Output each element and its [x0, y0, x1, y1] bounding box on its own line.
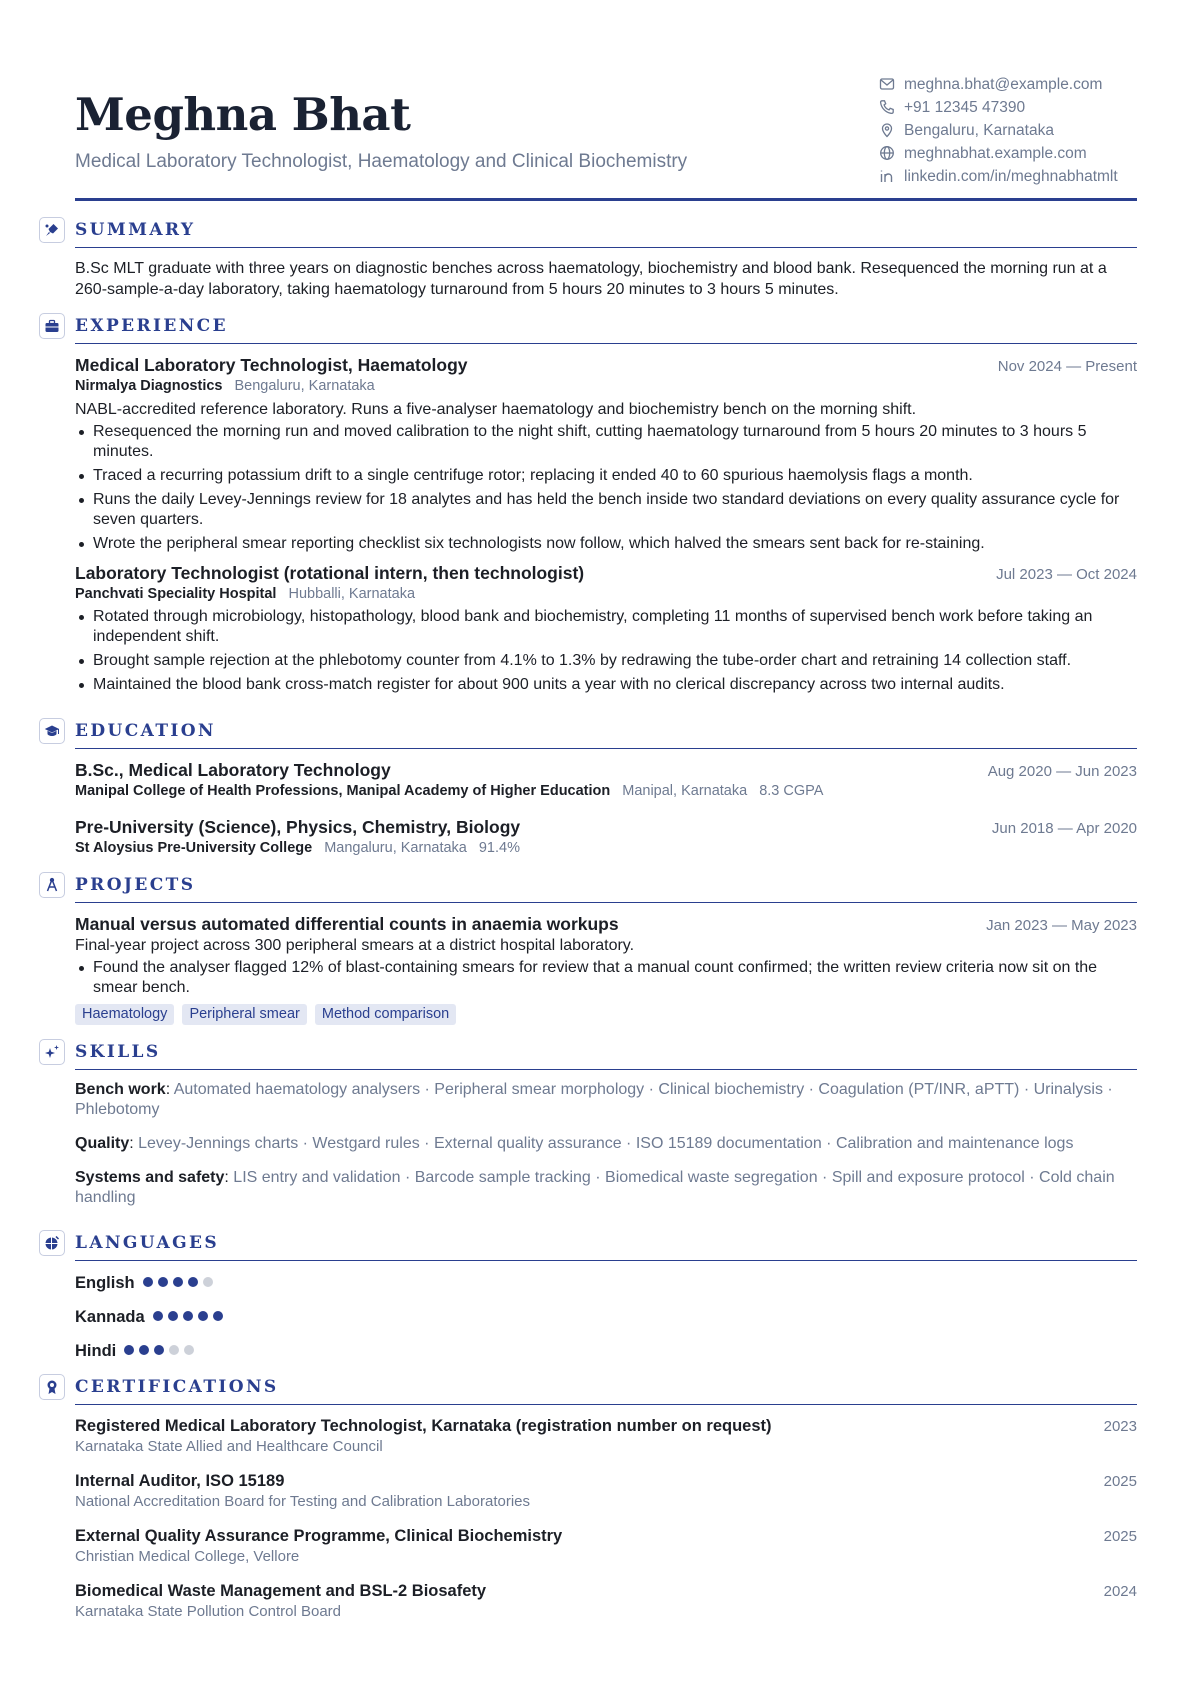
job-title: Laboratory Technologist (rotational intern, then technologist): [75, 563, 585, 583]
education-dates: Aug 2020 — Jun 2023: [987, 763, 1137, 780]
job-description: NABL-accredited reference laboratory. Runs a five-analyser haematology and biochemistry bench on the morning shift.: [75, 401, 917, 418]
language-list: [75, 1261, 1137, 1363]
candidate-tagline: Medical Laboratory Technologist, Haematology and Clinical Biochemistry: [75, 151, 688, 172]
proficiency-dot-empty: [184, 1345, 194, 1355]
project-tags: [75, 1004, 1137, 1025]
contact-website[interactable]: [879, 142, 1137, 165]
project-bullet: Found the analyser flagged 12% of blast-containing smears for review that a manual count confirmed; the written review criteria now sit on the smear bench.: [75, 958, 1137, 998]
section-header: [75, 1370, 1137, 1405]
project-title: Manual versus automated differential counts in anaemia workups: [75, 914, 619, 934]
certification-year: 2024: [1103, 1583, 1137, 1600]
contact-location-text: Bengaluru, Karnataka: [904, 121, 1054, 139]
contact-phone-text[interactable]: +91 12345 47390: [904, 98, 1026, 116]
proficiency-dot-filled: [198, 1311, 208, 1321]
certification-title: External Quality Assurance Programme, Clinical Biochemistry: [75, 1527, 563, 1545]
certification-entry: [75, 1580, 1137, 1621]
section-experience: [75, 309, 1137, 703]
certification-issuer: National Accreditation Board for Testing and Calibration Laboratories: [75, 1493, 530, 1510]
experience-entry: [75, 562, 1137, 695]
certification-entry: [75, 1470, 1137, 1511]
award-icon: [39, 1374, 65, 1400]
certification-year: 2023: [1103, 1418, 1137, 1435]
section-header: [75, 213, 1137, 248]
compass-icon: [39, 872, 65, 898]
proficiency-dot-filled: [173, 1277, 183, 1287]
certification-entry: [75, 1525, 1137, 1566]
summary-text: B.Sc MLT graduate with three years on diagnostic benches across haematology, biochemistry and blood bank. Resequenced the morning run at a 260-sample-a-day laboratory, taking haematology turnaround from 5 hours 20 minutes to 3 hours 5 minutes.: [75, 260, 1107, 298]
project-entry: [75, 913, 1137, 1025]
location-icon: [879, 122, 897, 140]
certification-entry: [75, 1415, 1137, 1456]
pen-icon: [39, 217, 65, 243]
contact-email-text[interactable]: meghna.bhat@example.com: [904, 75, 1103, 93]
language-level: [143, 1274, 218, 1292]
employer-name: Nirmalya Diagnostics: [75, 378, 223, 394]
skill-category: Quality: [75, 1135, 130, 1152]
language-name: English: [75, 1273, 135, 1292]
section-title: EDUCATION: [75, 721, 216, 741]
language-item: [75, 1339, 1137, 1363]
skill-items: Automated haematology analysers · Peripheral smear morphology · Clinical biochemistry · Coagulation (PT/INR, aPTT) · Urinalysis · Phlebotomy: [75, 1081, 1113, 1118]
skill-group: Systems and safety: LIS entry and validation · Barcode sample tracking · Biomedical waste segregation · Spill and exposure protocol · Cold chain handling: [75, 1169, 1115, 1206]
language-item: [75, 1305, 1137, 1329]
language-level: [153, 1308, 228, 1326]
proficiency-dot-filled: [124, 1345, 134, 1355]
briefcase-icon: [39, 313, 65, 339]
certification-issuer: Christian Medical College, Vellore: [75, 1548, 300, 1565]
certification-year: 2025: [1103, 1528, 1137, 1545]
degree-title: Pre-University (Science), Physics, Chemistry, Biology: [75, 817, 521, 837]
section-education: [75, 714, 1137, 867]
contact-email[interactable]: [879, 73, 1137, 96]
degree-title: B.Sc., Medical Laboratory Technology: [75, 760, 391, 780]
section-header: [75, 1035, 1137, 1070]
proficiency-dot-filled: [143, 1277, 153, 1287]
institution-location: Manipal, Karnataka: [622, 783, 748, 799]
phone-icon: [879, 99, 897, 117]
institution-name: Manipal College of Health Professions, Manipal Academy of Higher Education: [75, 783, 611, 799]
graduation-cap-icon: [39, 718, 65, 744]
section-title: PROJECTS: [75, 875, 196, 895]
certification-title: Internal Auditor, ISO 15189: [75, 1472, 285, 1490]
language-name: Hindi: [75, 1341, 117, 1360]
certification-issuer: Karnataka State Pollution Control Board: [75, 1603, 341, 1620]
education-entry: [75, 816, 1137, 859]
skill-items: LIS entry and validation · Barcode sample tracking · Biomedical waste segregation · Spill and exposure protocol · Cold chain handling: [75, 1169, 1115, 1206]
project-bullet-list: [75, 958, 1137, 998]
achievement-item: Rotated through microbiology, histopathology, blood bank and biochemistry, completing 11 months of supervised bench work before taking an independent shift.: [75, 607, 1137, 647]
achievement-item: Brought sample rejection at the phlebotomy counter from 4.1% to 1.3% by redrawing the tube-order chart and retraining 14 collection staff.: [75, 651, 1137, 671]
achievement-list: [75, 607, 1137, 695]
education-entry: [75, 759, 1137, 802]
section-languages: [75, 1226, 1137, 1373]
resume-header: [75, 0, 1137, 205]
proficiency-dot-filled: [168, 1311, 178, 1321]
globe-icon: [879, 145, 897, 163]
contact-location: [879, 119, 1137, 142]
section-header: [75, 714, 1137, 749]
project-tag: Peripheral smear: [182, 1004, 306, 1025]
contact-linkedin-text[interactable]: linkedin.com/in/meghnabhatmlt: [904, 167, 1118, 185]
mail-icon: [879, 76, 897, 94]
experience-entry: [75, 354, 1137, 554]
section-title: SUMMARY: [75, 220, 196, 240]
contact-phone[interactable]: [879, 96, 1137, 119]
skill-items: Levey-Jennings charts · Westgard rules · External quality assurance · ISO 15189 documentation · Calibration and maintenance logs: [138, 1135, 1074, 1152]
header-divider: [75, 198, 1137, 201]
skill-group: Bench work: Automated haematology analysers · Peripheral smear morphology · Clinical biochemistry · Coagulation (PT/INR, aPTT) · Urinalysis · Phlebotomy: [75, 1081, 1113, 1118]
proficiency-dot-filled: [213, 1311, 223, 1321]
section-header: [75, 868, 1137, 903]
achievement-item: Traced a recurring potassium drift to a single centrifuge rotor; replacing it ended 40 to 60 spurious haemolysis flags a month.: [75, 466, 1137, 486]
candidate-name: Meghna Bhat: [75, 88, 411, 141]
achievement-item: Resequenced the morning run and moved calibration to the night shift, cutting haematology turnaround from 5 hours 20 minutes to 3 hours 5 minutes.: [75, 422, 1137, 462]
proficiency-dot-filled: [188, 1277, 198, 1287]
contact-website-text[interactable]: meghnabhat.example.com: [904, 144, 1087, 162]
project-tag: Haematology: [75, 1004, 174, 1025]
certification-title: Biomedical Waste Management and BSL-2 Biosafety: [75, 1582, 487, 1600]
language-item: [75, 1271, 1137, 1295]
job-dates: Nov 2024 — Present: [997, 358, 1137, 375]
section-title: EXPERIENCE: [75, 316, 228, 336]
section-header: [75, 1226, 1137, 1261]
skill-group: Quality: Levey-Jennings charts · Westgard rules · External quality assurance · ISO 15189 documentation · Calibration and maintenance logs: [75, 1135, 1074, 1152]
section-skills: [75, 1035, 1137, 1222]
job-location: Hubballi, Karnataka: [288, 586, 416, 602]
job-location: Bengaluru, Karnataka: [234, 378, 375, 394]
education-grade: 91.4%: [478, 840, 520, 856]
section-certifications: [75, 1370, 1137, 1635]
certification-title: Registered Medical Laboratory Technologist, Karnataka (registration number on request): [75, 1417, 772, 1435]
employer-name: Panchvati Speciality Hospital: [75, 586, 277, 602]
section-header: [75, 309, 1137, 344]
certification-year: 2025: [1103, 1473, 1137, 1490]
certification-issuer: Karnataka State Allied and Healthcare Council: [75, 1438, 383, 1455]
sparkle-icon: [39, 1039, 65, 1065]
proficiency-dot-filled: [154, 1345, 164, 1355]
job-dates: Jul 2023 — Oct 2024: [996, 566, 1137, 583]
language-level: [124, 1342, 199, 1360]
section-title: LANGUAGES: [75, 1233, 220, 1253]
section-projects: [75, 868, 1137, 1033]
institution-location: Mangaluru, Karnataka: [324, 840, 467, 856]
proficiency-dot-empty: [169, 1345, 179, 1355]
project-tag: Method comparison: [315, 1004, 456, 1025]
project-dates: Jan 2023 — May 2023: [986, 917, 1137, 934]
education-grade: 8.3 CGPA: [759, 783, 824, 799]
proficiency-dot-filled: [158, 1277, 168, 1287]
achievement-item: Runs the daily Levey-Jennings review for 18 analytes and has held the bench inside two standard deviations on every quality assurance cycle for seven quarters.: [75, 490, 1137, 530]
section-title: CERTIFICATIONS: [75, 1377, 279, 1397]
achievement-item: Maintained the blood bank cross-match register for about 900 units a year with no clerical discrepancy across two internal audits.: [75, 675, 1137, 695]
proficiency-dot-filled: [153, 1311, 163, 1321]
skill-category: Bench work: [75, 1081, 166, 1098]
skill-category: Systems and safety: [75, 1169, 225, 1186]
proficiency-dot-empty: [203, 1277, 213, 1287]
proficiency-dot-filled: [139, 1345, 149, 1355]
institution-name: St Aloysius Pre-University College: [75, 840, 313, 856]
globe-language-icon: [39, 1230, 65, 1256]
section-title: SKILLS: [75, 1042, 161, 1062]
contact-list: [879, 73, 1137, 188]
proficiency-dot-filled: [183, 1311, 193, 1321]
education-dates: Jun 2018 — Apr 2020: [991, 820, 1137, 837]
achievement-list: [75, 422, 1137, 554]
linkedin-icon: [879, 168, 897, 186]
contact-linkedin[interactable]: [879, 165, 1137, 188]
job-title: Medical Laboratory Technologist, Haematology: [75, 355, 468, 375]
achievement-item: Wrote the peripheral smear reporting checklist six technologists now follow, which halved the smears sent back for re-staining.: [75, 534, 1137, 554]
section-summary: [75, 213, 1137, 300]
language-name: Kannada: [75, 1307, 145, 1326]
project-description: Final-year project across 300 peripheral smears at a district hospital laboratory.: [75, 937, 635, 954]
